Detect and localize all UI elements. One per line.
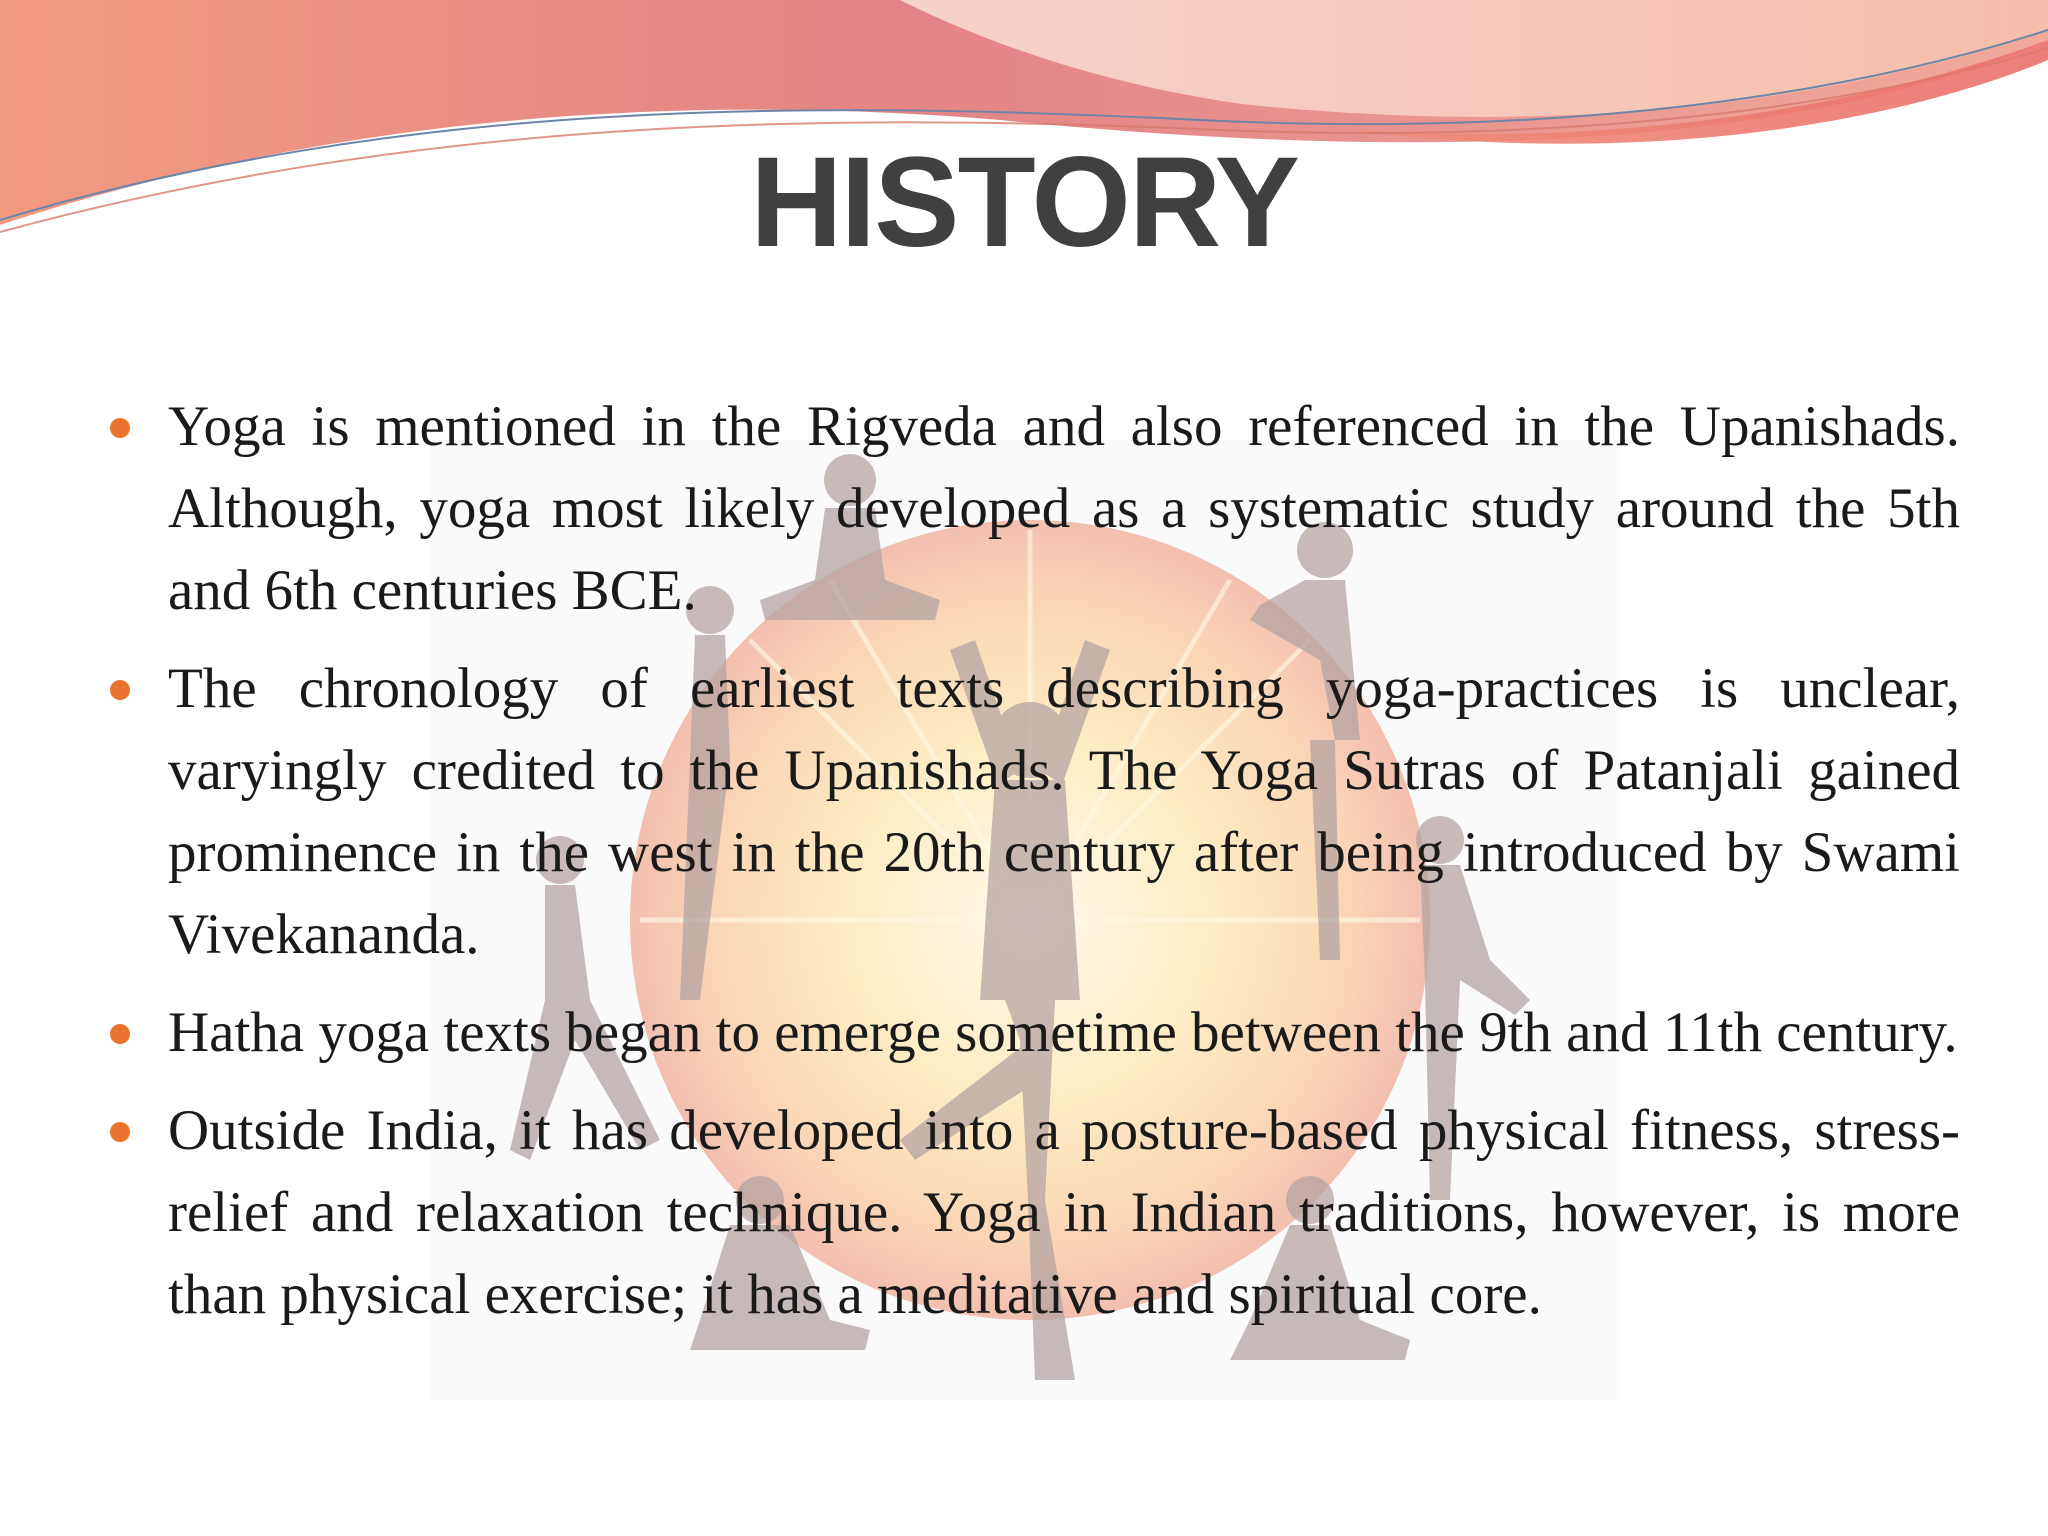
bullet-text: Outside India, it has developed into a posture-based physical fitness, stress-relief and relaxation technique. Yoga in Indian traditions, however, is more than physical exercise; it has a meditative and spiritual core. xyxy=(168,1099,1960,1326)
bullet-list xyxy=(108,386,1960,1352)
bullet-item xyxy=(108,1090,1960,1336)
bullet-text: Hatha yoga texts began to emerge sometime between the 9th and 11th century. xyxy=(168,1001,1958,1064)
round-bullet-icon xyxy=(110,1024,130,1044)
bullet-item xyxy=(108,386,1960,632)
round-bullet-icon xyxy=(110,418,130,438)
bullet-text: The chronology of earliest texts describing yoga-practices is unclear, varyingly credited to the Upanishads. The Yoga Sutras of Patanjali gained prominence in the west in the 20th century after being introduced by Swami Vivekananda. xyxy=(168,657,1960,966)
bullet-item xyxy=(108,648,1960,976)
round-bullet-icon xyxy=(110,680,130,700)
bullet-text: Yoga is mentioned in the Rigveda and also referenced in the Upanishads. Although, yoga most likely developed as a systematic study around the 5th and 6th centuries BCE. xyxy=(168,395,1960,622)
round-bullet-icon xyxy=(110,1122,130,1142)
slide-title: HISTORY xyxy=(750,131,1298,274)
bullet-item xyxy=(108,992,1960,1074)
